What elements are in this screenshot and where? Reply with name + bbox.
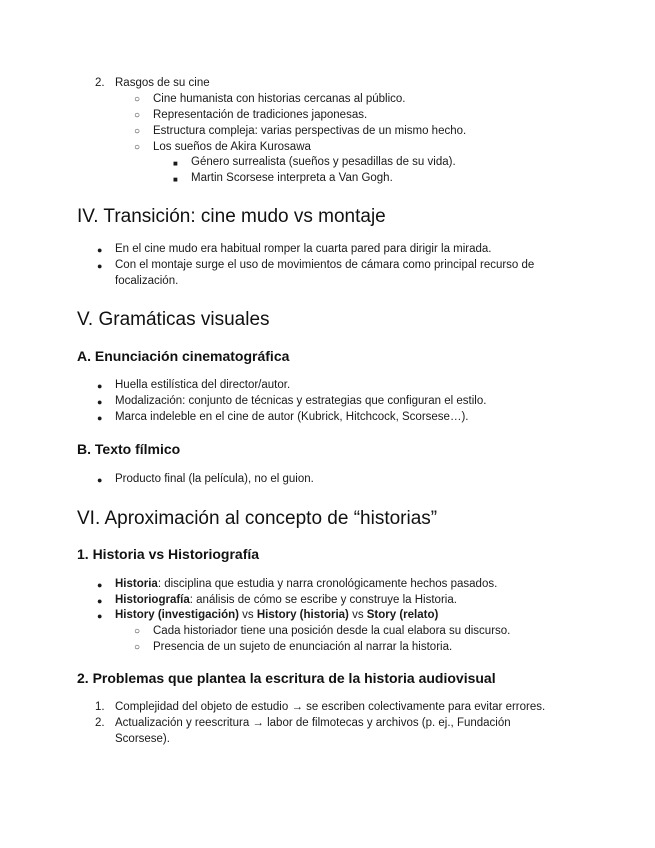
bullet-item	[115, 577, 497, 592]
list-subitem: Presencia de un sujeto de enunciación al narrar la historia.	[153, 641, 453, 653]
disc-bullet-icon: ●	[97, 397, 103, 407]
list-number: 1.	[95, 701, 105, 713]
disc-bullet-icon: ●	[97, 261, 103, 271]
disc-bullet-icon: ●	[97, 596, 103, 606]
bullet-item: Modalización: conjunto de técnicas y estrategias que configuran el estilo.	[115, 395, 487, 407]
disc-bullet-icon: ●	[97, 381, 103, 391]
list-number: 2.	[95, 77, 105, 89]
disc-bullet-icon: ●	[97, 580, 103, 590]
subsection-heading: B. Texto fílmico	[77, 441, 181, 457]
section-heading: IV. Transición: cine mudo vs montaje	[77, 206, 386, 227]
circle-bullet-icon: ○	[134, 126, 141, 137]
vs-text: vs	[238, 609, 257, 621]
list-subitem: Cine humanista con historias cercanas al público.	[153, 93, 406, 105]
square-bullet-icon: ■	[173, 175, 178, 184]
bullet-item: Producto final (la película), no el guion.	[115, 473, 314, 485]
bullet-item-continuation: focalización.	[115, 275, 179, 287]
square-bullet-icon: ■	[173, 159, 178, 168]
list-item-continuation: Scorsese).	[115, 733, 170, 745]
list-subitem: Cada historiador tiene una posición desde la cual elabora su discurso.	[153, 625, 511, 637]
list-item: Complejidad del objeto de estudio → se escriben colectivamente para evitar errores.	[115, 701, 546, 713]
list-subsubitem: Género surrealista (sueños y pesadillas de su vida).	[191, 156, 456, 168]
term-definition: : análisis de cómo se escribe y construye la Historia.	[189, 594, 457, 606]
section-heading: V. Gramáticas visuales	[77, 309, 270, 330]
term-definition: : disciplina que estudia y narra cronológicamente hechos pasados.	[157, 578, 498, 590]
term-bold: Historia	[115, 578, 158, 590]
circle-bullet-icon: ○	[134, 142, 141, 153]
term-bold: History (investigación)	[115, 609, 239, 621]
list-item: Rasgos de su cine	[115, 77, 210, 89]
bullet-item: Marca indeleble en el cine de autor (Kubrick, Hitchcock, Scorsese…).	[115, 411, 469, 423]
disc-bullet-icon: ●	[97, 475, 103, 485]
list-subitem: Representación de tradiciones japonesas.	[153, 109, 368, 121]
section-heading: VI. Aproximación al concepto de “historias”	[77, 508, 438, 529]
list-number: 2.	[95, 717, 105, 729]
disc-bullet-icon: ●	[97, 611, 103, 621]
term-bold: Story (relato)	[366, 609, 439, 621]
list-subitem: Los sueños de Akira Kurosawa	[153, 141, 311, 153]
list-subsubitem: Martin Scorsese interpreta a Van Gogh.	[191, 172, 393, 184]
subsection-heading: A. Enunciación cinematográfica	[77, 348, 290, 364]
circle-bullet-icon: ○	[134, 110, 141, 121]
bullet-item	[115, 593, 457, 608]
list-item: Actualización y reescritura → labor de filmotecas y archivos (p. ej., Fundación	[115, 717, 511, 729]
circle-bullet-icon: ○	[134, 94, 141, 105]
bullet-item: Huella estilística del director/autor.	[115, 379, 291, 391]
term-bold: Historiografía	[115, 594, 190, 606]
disc-bullet-icon: ●	[97, 245, 103, 255]
disc-bullet-icon: ●	[97, 413, 103, 423]
bullet-item: Con el montaje surge el uso de movimientos de cámara como principal recurso de	[115, 259, 535, 271]
subsection-heading: 1. Historia vs Historiografía	[77, 546, 260, 562]
list-subitem: Estructura compleja: varias perspectivas de un mismo hecho.	[153, 125, 467, 137]
circle-bullet-icon: ○	[134, 626, 141, 637]
circle-bullet-icon: ○	[134, 642, 141, 653]
vs-text: vs	[348, 609, 367, 621]
bullet-item	[115, 608, 438, 623]
subsection-heading: 2. Problemas que plantea la escritura de la historia audiovisual	[77, 670, 496, 686]
bullet-item: En el cine mudo era habitual romper la cuarta pared para dirigir la mirada.	[115, 243, 492, 255]
term-bold: History (historia)	[256, 609, 349, 621]
